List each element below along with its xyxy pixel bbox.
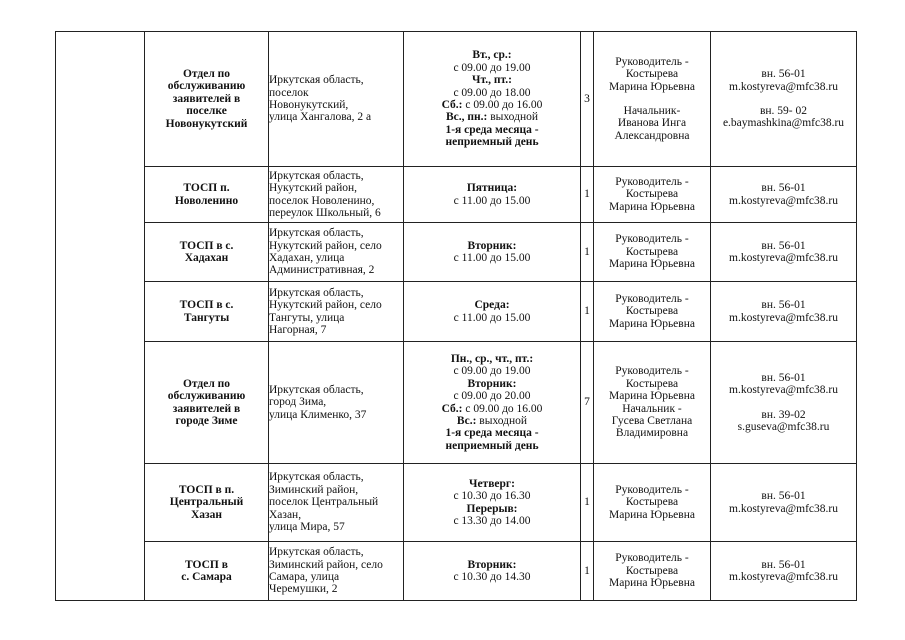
office-name-line: Центральный xyxy=(169,496,244,509)
schedule-day-label: Вс., пн.: xyxy=(445,111,488,124)
office-schedule xyxy=(404,342,581,464)
responsible-line: Костырева xyxy=(625,245,679,258)
responsible-line: Руководитель - xyxy=(615,175,689,188)
contact-line: вн. 56-01 xyxy=(761,68,806,81)
address-line: Самара, улица xyxy=(269,571,340,583)
schedule-day-label: Вт., ср.: xyxy=(472,49,512,62)
schedule-line xyxy=(404,515,580,527)
responsible-persons xyxy=(594,542,711,601)
responsible-line: Руководитель - xyxy=(615,292,689,305)
schedule-line xyxy=(404,559,580,571)
address-line: Иркутская область, xyxy=(269,383,364,396)
address-line: Иркутская область, xyxy=(269,74,364,87)
contacts xyxy=(711,167,857,223)
office-name-line: ТОСП в с. xyxy=(179,299,234,312)
schedule-day-label: Вторник: xyxy=(467,239,517,252)
schedule-line xyxy=(404,427,580,439)
responsible-persons xyxy=(594,223,711,282)
schedule-line xyxy=(404,195,580,207)
contact-line: e.baymashkina@mfc38.ru xyxy=(722,117,845,130)
schedule-line xyxy=(404,299,580,311)
responsible-line xyxy=(594,93,710,105)
responsible-persons xyxy=(594,282,711,342)
office-name-line: городе Зиме xyxy=(175,414,238,427)
responsible-persons xyxy=(594,167,711,223)
office-name-line: Новоленино xyxy=(174,194,239,207)
address-line: Нукутский район, село xyxy=(269,239,382,252)
address-line: Нагорная, 7 xyxy=(269,323,327,336)
address-line: Хадахан, улица xyxy=(269,252,345,264)
address-line: Иркутская область, xyxy=(269,546,364,559)
office-row xyxy=(56,542,857,601)
office-name-line: Отдел по xyxy=(182,67,231,80)
office-row xyxy=(56,223,857,282)
contact-line: вн. 59- 02 xyxy=(759,105,808,117)
windows-count: 1 xyxy=(581,167,594,223)
schedule-hours: с 09.00 до 19.00 xyxy=(453,365,531,378)
address-line: Черемушки, 2 xyxy=(269,583,338,596)
office-name xyxy=(145,282,269,342)
schedule-day-label: Пн., ср., чт., пт.: xyxy=(450,352,534,365)
office-name-line: ТОСП в п. xyxy=(178,483,235,496)
contact-line: m.kostyreva@mfc38.ru xyxy=(729,571,838,583)
contact-line xyxy=(711,93,856,105)
schedule-line xyxy=(404,503,580,515)
schedule-line xyxy=(404,440,580,452)
office-name-line: заявителей в xyxy=(172,92,241,105)
schedule-hours: выходной xyxy=(487,111,539,124)
schedule-hours: с 11.00 до 15.00 xyxy=(453,252,531,264)
address-line: Нукутский район, xyxy=(269,182,358,195)
office-row xyxy=(56,464,857,542)
schedule-day-label: Пятница: xyxy=(466,182,518,195)
office-name xyxy=(145,167,269,223)
schedule-line xyxy=(404,62,580,74)
schedule-line xyxy=(404,182,580,194)
schedule-hours: с 13.30 до 14.00 xyxy=(453,514,531,527)
contact-line: m.kostyreva@mfc38.ru xyxy=(729,194,838,207)
office-name xyxy=(145,223,269,282)
office-schedule xyxy=(404,32,581,167)
windows-count: 1 xyxy=(581,282,594,342)
office-name-line: ТОСП в с. xyxy=(179,239,234,252)
windows-count: 7 xyxy=(581,342,594,464)
office-address xyxy=(269,464,404,542)
schedule-line xyxy=(404,365,580,377)
schedule-day-label: неприемный день xyxy=(445,439,539,452)
contacts xyxy=(711,32,857,167)
address-line: Зиминский район, xyxy=(269,483,359,496)
responsible-persons xyxy=(594,342,711,464)
office-schedule xyxy=(404,542,581,601)
address-line: Иркутская область, xyxy=(269,227,364,240)
schedule-line xyxy=(404,99,580,111)
address-line: Зиминский район, село xyxy=(269,558,383,571)
responsible-line: Марина Юрьевна xyxy=(609,317,695,330)
responsible-line: Марина Юрьевна xyxy=(609,508,695,521)
schedule-line xyxy=(404,240,580,252)
responsible-line: Руководитель - xyxy=(615,552,689,565)
office-schedule xyxy=(404,223,581,282)
schedule-line xyxy=(404,74,580,86)
windows-count: 3 xyxy=(581,32,594,167)
responsible-line: Начальник - xyxy=(622,402,682,415)
windows-count: 1 xyxy=(581,464,594,542)
office-row xyxy=(56,167,857,223)
address-line: Административная, 2 xyxy=(269,264,375,277)
office-name-line: поселке xyxy=(186,105,227,118)
office-name-line: обслуживанию xyxy=(167,390,246,403)
address-line: Новонукутский, xyxy=(269,99,349,111)
schedule-day-label: неприемный день xyxy=(445,136,539,149)
schedule-line xyxy=(404,390,580,402)
responsible-line: Руководитель - xyxy=(615,483,689,496)
schedule-day-label: Сб.: xyxy=(441,99,463,111)
schedule-hours: с 09.00 до 16.00 xyxy=(462,99,543,111)
schedule-line xyxy=(404,111,580,123)
responsible-line: Костырева xyxy=(625,377,679,390)
schedule-day-label: Среда: xyxy=(474,299,510,312)
schedule-line xyxy=(404,252,580,264)
office-name xyxy=(145,32,269,167)
responsible-line: Руководитель - xyxy=(615,233,689,246)
contacts xyxy=(711,342,857,464)
office-address xyxy=(269,32,404,167)
offices-table xyxy=(55,31,857,601)
address-line: переулок Школьный, 6 xyxy=(269,206,381,219)
schedule-hours: с 10.30 до 16.30 xyxy=(453,490,531,503)
office-name xyxy=(145,542,269,601)
address-line: Тангуты, улица xyxy=(269,311,345,324)
schedule-line xyxy=(404,353,580,365)
responsible-persons xyxy=(594,464,711,542)
address-line: Нукутский район, село xyxy=(269,299,382,312)
schedule-hours: с 09.00 до 16.00 xyxy=(462,402,543,415)
responsible-line: Руководитель - xyxy=(615,55,689,68)
responsible-line: Марина Юрьевна xyxy=(609,200,695,213)
schedule-line xyxy=(404,136,580,148)
address-line: Иркутская область, xyxy=(269,471,364,484)
contact-line: m.kostyreva@mfc38.ru xyxy=(729,502,838,515)
contact-line: вн. 56-01 xyxy=(761,490,806,503)
office-row xyxy=(56,342,857,464)
responsible-persons xyxy=(594,32,711,167)
office-name-line: с. Самара xyxy=(181,571,232,583)
responsible-line: Костырева xyxy=(625,564,679,577)
schedule-day-label: Четверг: xyxy=(469,477,515,490)
address-line: поселок Центральный xyxy=(269,496,379,509)
address-line: поселок xyxy=(269,86,309,99)
responsible-line: Иванова Инга xyxy=(617,117,687,130)
schedule-line xyxy=(404,87,580,99)
address-line: улица Мира, 57 xyxy=(269,521,345,534)
address-line: поселок Новоленино, xyxy=(269,194,375,207)
office-name-line: заявителей в xyxy=(172,402,241,415)
responsible-line: Руководитель - xyxy=(615,365,689,378)
responsible-line: Костырева xyxy=(625,496,679,509)
office-address xyxy=(269,167,404,223)
schedule-day-label: Сб.: xyxy=(441,402,463,415)
contact-line: вн. 56-01 xyxy=(761,182,806,195)
office-name-line: ТОСП в xyxy=(185,558,228,571)
responsible-line: Марина Юрьевна xyxy=(609,577,695,590)
schedule-hours: с 11.00 до 15.00 xyxy=(453,194,531,207)
schedule-day-label: 1-я среда месяца - xyxy=(445,123,539,136)
office-row xyxy=(56,282,857,342)
address-line: улица Клименко, 37 xyxy=(269,408,367,421)
contact-line: вн. 56-01 xyxy=(761,558,806,571)
contacts xyxy=(711,223,857,282)
office-name xyxy=(145,342,269,464)
contact-line xyxy=(711,397,856,409)
office-address xyxy=(269,282,404,342)
schedule-line xyxy=(404,571,580,583)
office-row xyxy=(56,32,857,167)
responsible-line: Марина Юрьевна xyxy=(609,258,695,271)
schedule-line xyxy=(404,415,580,427)
contact-line: m.kostyreva@mfc38.ru xyxy=(729,80,838,93)
office-name-line: Отдел по xyxy=(182,377,231,390)
contact-line: вн. 39-02 xyxy=(761,408,806,421)
responsible-line: Костырева xyxy=(625,305,679,318)
address-line: улица Хангалова, 2 а xyxy=(269,111,372,124)
office-schedule xyxy=(404,167,581,223)
contacts xyxy=(711,464,857,542)
contacts xyxy=(711,542,857,601)
office-name-line: Хадахан xyxy=(184,252,229,264)
contact-line: m.kostyreva@mfc38.ru xyxy=(729,384,838,397)
responsible-line: Владимировна xyxy=(615,427,689,440)
schedule-line xyxy=(404,378,580,390)
contact-line: m.kostyreva@mfc38.ru xyxy=(729,252,838,264)
office-address xyxy=(269,223,404,282)
office-name-line: ТОСП п. xyxy=(183,182,230,195)
district-cell xyxy=(56,32,145,601)
schedule-line xyxy=(404,490,580,502)
contact-line: вн. 56-01 xyxy=(761,299,806,312)
office-name-line: Тангуты xyxy=(183,311,230,324)
schedule-hours: с 09.00 до 19.00 xyxy=(453,61,531,74)
office-name xyxy=(145,464,269,542)
responsible-line: Марина Юрьевна xyxy=(609,390,695,403)
responsible-line: Гусева Светлана xyxy=(611,414,693,427)
office-schedule xyxy=(404,464,581,542)
contact-line: вн. 56-01 xyxy=(761,371,806,384)
schedule-line xyxy=(404,403,580,415)
schedule-hours: с 09.00 до 20.00 xyxy=(453,390,531,403)
office-name-line: обслуживанию xyxy=(167,80,246,93)
responsible-line: Марина Юрьевна xyxy=(609,80,695,93)
office-name-line: Новонукутский xyxy=(165,117,248,130)
office-address xyxy=(269,542,404,601)
responsible-line: Костырева xyxy=(625,68,679,81)
schedule-day-label: Чт., пт.: xyxy=(472,74,512,87)
schedule-hours: выходной xyxy=(476,414,528,427)
address-line: Хазан, xyxy=(269,508,302,521)
schedule-line xyxy=(404,124,580,136)
windows-count: 1 xyxy=(581,223,594,282)
schedule-hours: с 09.00 до 18.00 xyxy=(453,86,531,99)
responsible-line: Костырева xyxy=(625,188,679,201)
windows-count: 1 xyxy=(581,542,594,601)
schedule-hours: с 10.30 до 14.30 xyxy=(453,571,531,583)
responsible-line: Начальник- xyxy=(623,105,681,117)
contacts xyxy=(711,282,857,342)
schedule-day-label: Вторник: xyxy=(467,558,517,571)
responsible-line: Александровна xyxy=(614,129,690,142)
office-schedule xyxy=(404,282,581,342)
schedule-line xyxy=(404,478,580,490)
schedule-hours: с 11.00 до 15.00 xyxy=(453,311,531,324)
schedule-line xyxy=(404,49,580,61)
schedule-day-label: Вторник: xyxy=(467,377,517,390)
address-line: Иркутская область, xyxy=(269,286,364,299)
address-line: город Зима, xyxy=(269,396,327,409)
office-name-line: Хазан xyxy=(190,508,223,521)
schedule-day-label: 1-я среда месяца - xyxy=(445,427,539,440)
schedule-day-label: Перерыв: xyxy=(466,502,518,515)
schedule-day-label: Вс.: xyxy=(456,414,477,427)
contact-line: s.guseva@mfc38.ru xyxy=(737,420,830,433)
schedule-line xyxy=(404,312,580,324)
address-line: Иркутская область, xyxy=(269,169,364,182)
contact-line: вн. 56-01 xyxy=(761,239,806,252)
contact-line: m.kostyreva@mfc38.ru xyxy=(729,311,838,324)
office-address xyxy=(269,342,404,464)
